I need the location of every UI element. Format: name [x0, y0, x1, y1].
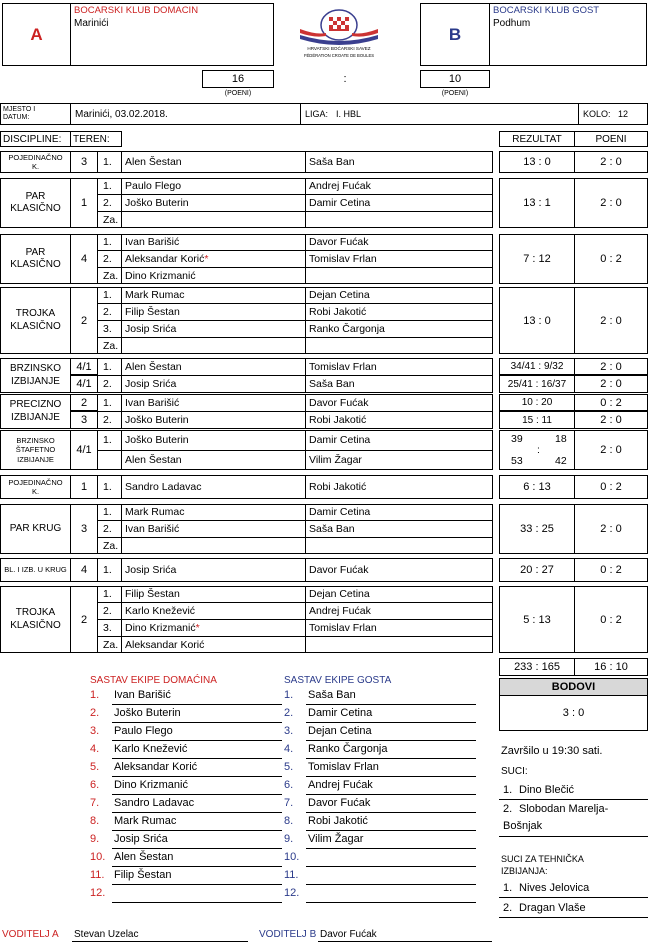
roster-home-title: SASTAV EKIPE DOMAĆINA: [90, 675, 217, 686]
team-b-letter: B: [448, 24, 462, 44]
tech-judge-1-num: 1.: [503, 882, 513, 894]
points-value: 0 : 2: [574, 475, 648, 499]
roster-number: 4.: [284, 743, 294, 755]
home-player: [121, 375, 306, 393]
roster-player: Ranko Čargonja: [308, 743, 388, 755]
result-value: 20 : 27: [520, 564, 554, 576]
roster-player: Karlo Knežević: [114, 743, 188, 755]
roster-underline: [112, 794, 282, 795]
home-player: [121, 520, 306, 537]
home-player: [121, 586, 306, 602]
away-player: Davor Fućak: [309, 236, 369, 248]
roster-number: 11.: [284, 869, 299, 881]
judges-title: SUCI:: [501, 766, 528, 777]
home-player: [121, 194, 306, 211]
team-a-score-label: (POENI): [224, 90, 252, 97]
home-player-name: Karlo Knežević: [125, 604, 196, 617]
home-player: [121, 211, 306, 228]
order-number: 2.: [103, 414, 112, 426]
away-player: Damir Cetina: [309, 506, 371, 518]
order-number: 2.: [103, 604, 112, 617]
score-colon: :: [343, 73, 347, 85]
home-player: [121, 320, 306, 337]
roster-underline: [306, 776, 476, 777]
home-player-name: Filip Šestan: [125, 305, 180, 318]
home-player-name: Sandro Ladavac: [125, 481, 202, 493]
terrain-value: 4: [70, 558, 98, 582]
discipline-name: POJEDINAČNO K.: [0, 475, 71, 499]
result-value: 13 : 0: [523, 156, 551, 168]
roster-number: 3.: [284, 725, 294, 737]
away-player: [305, 267, 493, 284]
order-number: 1.: [103, 396, 112, 409]
away-player: Robi Jakotić: [309, 414, 367, 426]
bodovi-label: BODOVI: [499, 678, 648, 696]
roster-player: Aleksandar Korić: [114, 761, 198, 773]
discipline-header: DISCIPLINE:: [0, 131, 71, 147]
coach-b-name: Davor Fućak: [320, 929, 377, 940]
roster-player: Damir Cetina: [308, 707, 373, 719]
discipline-name: PAR KRUG: [0, 504, 71, 554]
order-number: 2.: [103, 252, 112, 265]
judge-1-num: 1.: [503, 784, 513, 796]
terrain-value: 4/1: [70, 430, 98, 470]
home-player-name: Aleksandar Korić: [125, 638, 205, 651]
points-value: 0 : 2: [574, 234, 648, 284]
tech-judge-2-num: 2.: [503, 902, 513, 914]
result-value: 33 : 25: [520, 523, 554, 535]
away-player: Tomislav Frlan: [309, 360, 377, 373]
away-player: Andrej Fućak: [309, 180, 371, 192]
home-player: [121, 178, 306, 194]
points-value: 2 : 0: [574, 358, 648, 375]
home-player-name: Josip Srića: [125, 322, 177, 335]
away-player: Dejan Cetina: [309, 289, 370, 301]
team-a-score: 16: [202, 70, 274, 88]
home-player: [121, 602, 306, 619]
federation-logo: [296, 5, 382, 63]
roster-player: Ivan Barišić: [114, 689, 171, 701]
points-value: 0 : 2: [574, 394, 648, 411]
logo-line1: HRVATSKI BOĆARSKI SAVEZ: [307, 46, 371, 51]
discipline-name: TROJKA KLASIČNO: [0, 287, 71, 354]
tech-judges-title1: SUCI ZA TEHNIČKA: [501, 854, 584, 864]
order-number: 1.: [103, 506, 112, 518]
home-player-name: Aleksandar Korić: [125, 252, 205, 265]
roster-number: 2.: [90, 707, 100, 719]
relay-a2: 53: [511, 455, 523, 467]
place-value: Marinići, 03.02.2018.: [75, 109, 168, 120]
team-b-name: Podhum: [493, 18, 531, 29]
roster-player: Vilim Žagar: [308, 833, 364, 845]
roster-underline: [306, 812, 476, 813]
roster-underline: [112, 848, 282, 849]
round-value: 12: [618, 109, 629, 119]
roster-underline: [112, 776, 282, 777]
home-player-name: Ivan Barišić: [125, 396, 180, 409]
home-player: [121, 250, 306, 267]
roster-number: 1.: [90, 689, 100, 701]
roster-player: Filip Šestan: [114, 869, 172, 881]
roster-underline: [306, 794, 476, 795]
total-points: 16 : 10: [574, 658, 648, 676]
home-player: [121, 450, 306, 470]
home-player-name: Mark Rumac: [125, 289, 185, 301]
away-player: Tomislav Frlan: [309, 252, 377, 265]
relay-a1: 39: [511, 433, 523, 445]
roster-player: Davor Fućak: [308, 797, 371, 809]
home-player: [121, 303, 306, 320]
away-player: Ranko Čargonja: [309, 322, 385, 335]
home-player-name: Alen Šestan: [125, 360, 182, 373]
league-value: I. HBL: [336, 109, 362, 119]
roster-player: Tomislav Frlan: [308, 761, 379, 773]
tech-judge-2-name: Dragan Vlaše: [519, 902, 586, 914]
home-player-name: Alen Šestan: [125, 156, 182, 168]
result-value: 13 : 0: [523, 314, 551, 327]
away-player: [305, 211, 493, 228]
team-a-title: BOCARSKI KLUB DOMACIN: [74, 5, 199, 16]
roster-player: Saša Ban: [308, 689, 356, 701]
roster-number: 5.: [90, 761, 100, 773]
coach-a-name: Stevan Uzelac: [74, 929, 139, 940]
order-number: 1.: [103, 360, 112, 373]
away-player: Vilim Žagar: [309, 454, 362, 466]
roster-number: 12.: [90, 887, 106, 899]
home-player: [121, 475, 306, 499]
roster-underline: [112, 902, 282, 903]
order-number: 1.: [103, 289, 112, 301]
roster-underline: [306, 704, 476, 705]
coach-a-label: VODITELJ A: [2, 929, 59, 940]
finished-time: Završilo u 19:30 sati.: [501, 745, 603, 757]
discipline-name: TROJKA KLASIČNO: [0, 586, 71, 653]
relay-b1: 18: [555, 433, 567, 445]
terrain-value: 1: [70, 475, 98, 499]
discipline-name: BRZINSKO IZBIJANJE: [0, 358, 71, 393]
roster-number: 10.: [284, 851, 300, 863]
order-number: 1.: [103, 564, 112, 576]
result-value: 13 : 1: [523, 197, 551, 209]
team-a-name: Marinići: [74, 18, 109, 29]
judge-1-name: Dino Blečić: [519, 784, 575, 796]
roster-underline: [306, 848, 476, 849]
substitution-mark: *: [195, 621, 200, 634]
roster-number: 5.: [284, 761, 294, 773]
substitution-mark: *: [204, 252, 209, 265]
away-player: Tomislav Frlan: [309, 621, 377, 634]
order-number: Za.: [103, 213, 119, 226]
roster-player: Dejan Cetina: [308, 725, 372, 737]
away-player: Damir Cetina: [309, 434, 371, 446]
away-player: Saša Ban: [309, 156, 355, 168]
away-player: Andrej Fućak: [309, 604, 371, 617]
roster-underline: [306, 866, 476, 867]
order-number: 3.: [103, 621, 112, 634]
away-player: Dejan Cetina: [309, 588, 370, 600]
roster-number: 2.: [284, 707, 294, 719]
logo-line2: FÉDÉRATION CROATE DE BOULES: [303, 53, 375, 58]
away-player: Davor Fućak: [309, 564, 369, 576]
roster-player: Paulo Flego: [114, 725, 173, 737]
roster-number: 8.: [284, 815, 294, 827]
roster-number: 11.: [90, 869, 105, 881]
roster-underline: [112, 884, 282, 885]
home-player: [121, 558, 306, 582]
team-b-score: 10: [420, 70, 490, 88]
home-player-name: Filip Šestan: [125, 588, 180, 600]
home-player: [121, 337, 306, 354]
terrain-value: 1: [70, 178, 98, 228]
discipline-name: PRECIZNO IZBIJANJE: [0, 394, 71, 429]
roster-underline: [306, 722, 476, 723]
bodovi-value: 3 : 0: [499, 695, 648, 731]
discipline-name: POJEDINAČNO K.: [0, 151, 71, 173]
roster-number: 3.: [90, 725, 100, 737]
tech-judge-1-name: Nives Jelovica: [519, 882, 590, 894]
terrain-value: 3: [70, 411, 98, 429]
terrain-value: 2: [70, 287, 98, 354]
away-player: [305, 337, 493, 354]
team-b-title: BOCARSKI KLUB GOST: [493, 5, 600, 16]
terrain-value: 3: [70, 504, 98, 554]
home-player-name: Ivan Barišić: [125, 522, 180, 535]
result-value: 34/41 : 9/32: [499, 358, 575, 375]
terrain-value: 4/1: [70, 358, 98, 375]
roster-underline: [306, 830, 476, 831]
points-value: 0 : 2: [574, 586, 648, 653]
home-player-name: Ivan Barišić: [125, 236, 180, 248]
home-player: [121, 267, 306, 284]
home-player-name: Josip Srića: [125, 378, 177, 390]
home-player-name: Dino Krizmanić: [125, 269, 196, 282]
order-number: 1.: [103, 180, 112, 192]
roster-number: 9.: [284, 833, 294, 845]
roster-underline: [306, 884, 476, 885]
roster-number: 1.: [284, 689, 294, 701]
away-player: Robi Jakotić: [309, 481, 367, 493]
points-value: 2 : 0: [574, 504, 648, 554]
home-player-name: Josip Srića: [125, 564, 177, 576]
home-player-name: Alen Šestan: [125, 454, 182, 466]
points-value: 2 : 0: [574, 375, 648, 393]
order-number: Za.: [103, 539, 119, 552]
coach-b-label: VODITELJ B: [259, 929, 317, 940]
roster-underline: [112, 830, 282, 831]
points-value: 2 : 0: [574, 151, 648, 173]
points-value: 2 : 0: [574, 287, 648, 354]
home-player-name: Dino Krizmanić: [125, 621, 196, 634]
roster-underline: [112, 812, 282, 813]
order-number: Za.: [103, 339, 119, 352]
tech-judges-title2: IZBIJANJA:: [501, 866, 548, 876]
roster-underline: [112, 740, 282, 741]
home-player: [121, 537, 306, 554]
roster-underline: [112, 722, 282, 723]
order-number: Za.: [103, 269, 119, 282]
roster-underline: [306, 758, 476, 759]
roster-number: 10.: [90, 851, 106, 863]
round-label: KOLO:: [583, 109, 611, 119]
terrain-value: 3: [70, 151, 98, 173]
roster-number: 7.: [284, 797, 294, 809]
order-number: 3.: [103, 322, 112, 335]
discipline-name: BL. I IZB. U KRUG: [0, 558, 71, 582]
order-number: 2.: [103, 378, 112, 390]
order-number: 2.: [103, 305, 112, 318]
roster-away-title: SASTAV EKIPE GOSTA: [284, 675, 392, 686]
terrain-value: 4: [70, 234, 98, 284]
terrain-value: 2: [70, 586, 98, 653]
home-player: [121, 619, 306, 636]
roster-number: 12.: [284, 887, 300, 899]
away-player: Damir Cetina: [309, 196, 371, 209]
points-value: 2 : 0: [574, 178, 648, 228]
roster-number: 6.: [284, 779, 294, 791]
terrain-value: 2: [70, 394, 98, 411]
order-number: 1.: [103, 434, 112, 446]
judge-2-cont: Bošnjak: [503, 820, 543, 832]
roster-number: 8.: [90, 815, 100, 827]
roster-player: Joško Buterin: [114, 707, 181, 719]
roster-number: 7.: [90, 797, 100, 809]
total-result: 233 : 165: [499, 658, 575, 676]
home-player: [121, 358, 306, 375]
home-player-name: Joško Buterin: [125, 434, 189, 446]
points-header: POENI: [574, 131, 648, 147]
roster-underline: [112, 704, 282, 705]
relay-colon: :: [537, 444, 540, 456]
points-value: 2 : 0: [574, 411, 648, 429]
result-value: 6 : 13: [523, 481, 551, 493]
discipline-name: BRZINSKO ŠTAFETNO IZBIJANJE: [0, 430, 71, 470]
roster-number: 6.: [90, 779, 100, 791]
order-number: 2.: [103, 196, 112, 209]
home-player: [121, 430, 306, 450]
roster-player: Dino Krizmanić: [114, 779, 188, 791]
result-value: 7 : 12: [523, 253, 551, 265]
home-player-name: Joško Buterin: [125, 414, 189, 426]
home-player: [121, 151, 306, 173]
home-player-name: Mark Rumac: [125, 506, 185, 518]
order-number: 1.: [103, 481, 112, 493]
roster-player: Mark Rumac: [114, 815, 177, 827]
judge-2-name: Slobodan Marelja-: [519, 803, 609, 815]
roster-number: 4.: [90, 743, 100, 755]
home-player: [121, 504, 306, 520]
home-player-name: Joško Buterin: [125, 196, 189, 209]
roster-underline: [112, 866, 282, 867]
home-player: [121, 411, 306, 429]
roster-player: Andrej Fućak: [308, 779, 373, 791]
home-player-name: Paulo Flego: [125, 180, 182, 192]
order-number: Za.: [103, 638, 119, 651]
roster-player: Josip Srića: [114, 833, 168, 845]
result-value: 15 : 11: [499, 411, 575, 429]
relay-b2: 42: [555, 455, 567, 467]
terrain-value: 4/1: [70, 375, 98, 393]
away-player: [305, 636, 493, 653]
roster-number: 9.: [90, 833, 100, 845]
points-value: 2 : 0: [574, 430, 648, 470]
result-value: 5 : 13: [523, 613, 551, 626]
roster-player: Robi Jakotić: [308, 815, 368, 827]
roster-player: Sandro Ladavac: [114, 797, 195, 809]
roster-underline: [306, 740, 476, 741]
home-player: [121, 394, 306, 411]
order-number: [97, 450, 122, 470]
discipline-name: PAR KLASIČNO: [0, 234, 71, 284]
away-player: [305, 537, 493, 554]
order-number: 1.: [103, 236, 112, 248]
roster-player: Alen Šestan: [114, 851, 174, 863]
away-player: Saša Ban: [309, 522, 355, 535]
home-player: [121, 287, 306, 303]
order-number: 1.: [103, 156, 112, 168]
result-value: 25/41 : 16/37: [499, 375, 575, 393]
result-value: 10 : 20: [499, 394, 575, 411]
judge-2-num: 2.: [503, 803, 513, 815]
roster-underline: [112, 758, 282, 759]
result-header: REZULTAT: [499, 131, 575, 147]
terrain-header: TEREN:: [70, 131, 122, 147]
away-player: Davor Fućak: [309, 396, 369, 409]
away-player: Saša Ban: [309, 378, 355, 390]
roster-underline: [306, 902, 476, 903]
home-player: [121, 636, 306, 653]
away-player: Robi Jakotić: [309, 305, 367, 318]
points-value: 0 : 2: [574, 558, 648, 582]
team-b-score-label: (POENI): [441, 90, 469, 97]
league-label: LIGA:: [305, 109, 329, 119]
order-number: 2.: [103, 522, 112, 535]
home-player: [121, 234, 306, 250]
order-number: 1.: [103, 588, 112, 600]
discipline-name: PAR KLASIČNO: [0, 178, 71, 228]
team-a-letter: A: [30, 24, 43, 44]
place-label: MJESTO I DATUM:: [3, 106, 36, 121]
